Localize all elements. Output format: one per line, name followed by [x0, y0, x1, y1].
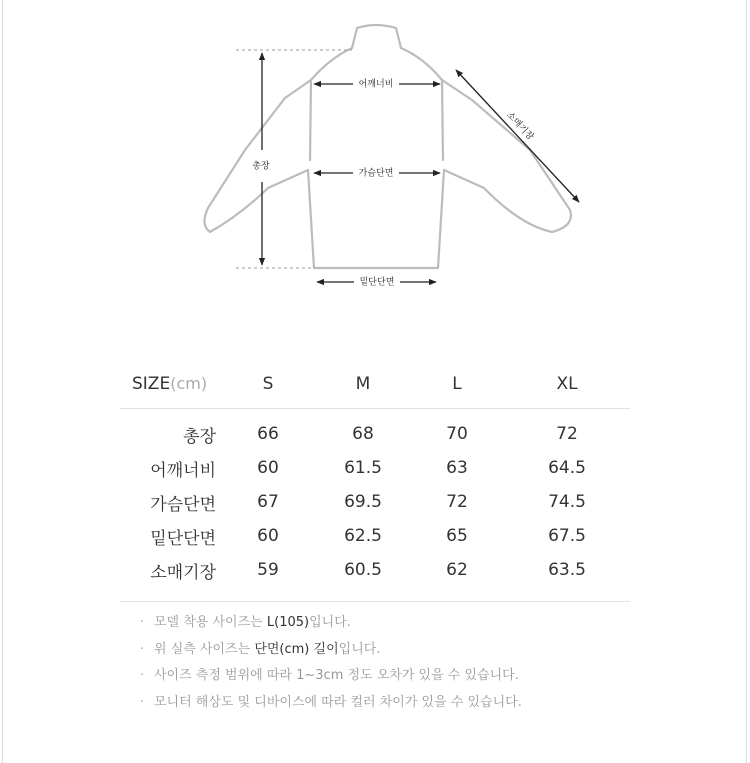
table-cell: 72 [556, 424, 578, 444]
note-tolerance [140, 666, 522, 693]
chest-width-label: 가슴단면 [358, 168, 394, 179]
size-notes [140, 613, 522, 719]
row-label-total-length: 총장 [183, 426, 216, 447]
row-label-hem-width: 밑단단면 [150, 528, 216, 549]
measure-arrows [262, 53, 579, 282]
table-cell: 60 [257, 526, 279, 546]
size-corner-cell [120, 360, 220, 409]
collar-outline [352, 25, 401, 48]
shoulder-width-label: 어깨너비 [358, 79, 394, 90]
table-cell: 60.5 [316, 553, 410, 602]
table-cell: 66 [257, 424, 279, 444]
table-cell: 61.5 [344, 458, 382, 478]
table-cell: 62.5 [344, 526, 382, 546]
table-cell: 69.5 [344, 492, 382, 512]
bullet-icon: · [140, 615, 145, 630]
right-sleeve-seam [442, 80, 443, 160]
jacket-measurement-diagram [0, 0, 750, 320]
table-row [120, 553, 630, 602]
table-row [120, 519, 630, 553]
label-backgrounds [251, 76, 539, 290]
hem-width-label: 밑단단면 [359, 277, 395, 288]
jacket-outline [204, 25, 570, 268]
note-text: 위 실측 사이즈는 [154, 641, 255, 657]
note-text: 입니다. [338, 641, 381, 657]
size-header-l: L [410, 360, 504, 409]
note-emphasis: L(105) [266, 615, 310, 630]
row-label-shoulder-width: 어깨너비 [150, 460, 216, 481]
table-cell: 68 [352, 424, 374, 444]
table-row [120, 451, 630, 485]
table-row [120, 409, 630, 452]
bullet-icon: · [140, 694, 145, 710]
table-cell: 67.5 [548, 526, 586, 546]
bullet-icon: · [140, 668, 145, 683]
table-cell: 62 [410, 553, 504, 602]
note-text: 사이즈 측정 범위에 따라 1~3cm 정도 오차가 있을 수 있습니다. [154, 668, 519, 683]
total-length-label: 총장 [252, 161, 270, 172]
note-text: 모델 착용 사이즈는 [154, 615, 267, 630]
table-cell: 67 [257, 492, 279, 512]
table-cell: 64.5 [548, 458, 586, 478]
note-text: 모니터 해상도 및 디바이스에 따라 컬러 차이가 있을 수 있습니다. [154, 694, 522, 710]
note-text: 입니다. [309, 615, 351, 630]
size-unit-label: (cm) [170, 374, 208, 393]
size-header-m: M [316, 360, 410, 409]
row-label-chest-width: 가슴단면 [150, 494, 216, 515]
left-sleeve-seam [310, 80, 311, 160]
size-header-xl: XL [504, 360, 630, 409]
size-header-s: S [220, 360, 316, 409]
table-cell: 63.5 [504, 553, 630, 602]
table-row [120, 485, 630, 519]
sleeve-arrow [456, 70, 579, 202]
bullet-icon: · [140, 641, 145, 657]
table-cell: 60 [257, 458, 279, 478]
note-model-size [140, 613, 522, 640]
table-cell: 63 [446, 458, 468, 478]
note-color-difference [140, 693, 522, 720]
table-cell: 65 [446, 526, 468, 546]
table-cell: 74.5 [548, 492, 586, 512]
size-corner-label: SIZE [132, 374, 171, 394]
note-measure-method [140, 640, 522, 667]
row-label-sleeve-length: 소매기장 [120, 553, 220, 602]
table-cell: 70 [446, 424, 468, 444]
size-header-row [120, 360, 630, 409]
note-emphasis: 단면(cm) 길이 [254, 641, 339, 657]
table-cell: 72 [446, 492, 468, 512]
sleeve-length-label: 소매기장 [504, 110, 536, 143]
table-cell: 59 [220, 553, 316, 602]
size-table [120, 360, 630, 602]
